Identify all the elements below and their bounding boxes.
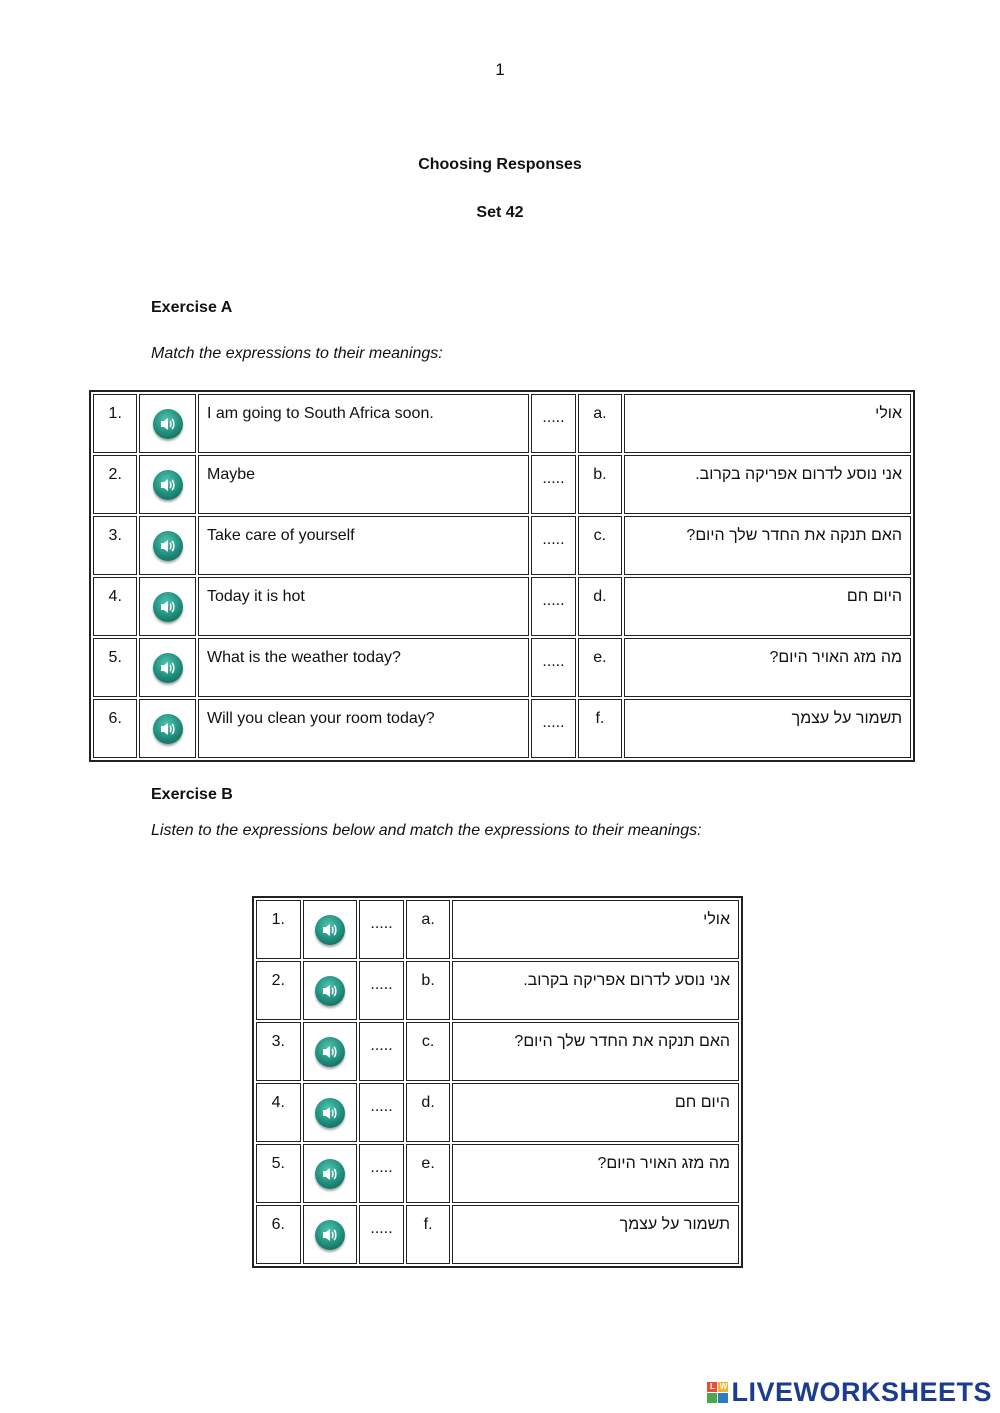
table-row bbox=[256, 961, 739, 1020]
option-letter: f. bbox=[578, 699, 622, 758]
speaker-icon[interactable] bbox=[153, 592, 183, 622]
answer-blank[interactable]: ..... bbox=[531, 699, 575, 758]
option-letter: a. bbox=[578, 394, 622, 453]
exercise-b-heading: Exercise B bbox=[151, 786, 233, 803]
option-letter: e. bbox=[578, 638, 622, 697]
speaker-icon[interactable] bbox=[153, 714, 183, 744]
speaker-icon[interactable] bbox=[315, 1220, 345, 1250]
hebrew-meaning: אולי bbox=[624, 394, 911, 453]
row-number: 1. bbox=[256, 900, 301, 959]
answer-blank[interactable]: ..... bbox=[359, 1083, 404, 1142]
row-number: 4. bbox=[256, 1083, 301, 1142]
exercise-b-instruction: Listen to the expressions below and match the expressions to their meanings: bbox=[151, 822, 702, 839]
hebrew-meaning: תשמור על עצמך bbox=[452, 1205, 739, 1264]
table-row bbox=[93, 699, 911, 758]
audio-cell bbox=[139, 699, 196, 758]
speaker-icon[interactable] bbox=[153, 531, 183, 561]
hebrew-meaning: היום חם bbox=[624, 577, 911, 636]
audio-cell bbox=[303, 1144, 358, 1203]
audio-cell bbox=[139, 577, 196, 636]
audio-cell bbox=[139, 455, 196, 514]
row-number: 4. bbox=[93, 577, 137, 636]
speaker-icon[interactable] bbox=[315, 1037, 345, 1067]
audio-cell bbox=[139, 516, 196, 575]
audio-cell bbox=[303, 1022, 358, 1081]
audio-cell bbox=[303, 1205, 358, 1264]
english-expression: What is the weather today? bbox=[198, 638, 529, 697]
row-number: 6. bbox=[93, 699, 137, 758]
exercise-b-table bbox=[252, 896, 743, 1268]
option-letter: c. bbox=[578, 516, 622, 575]
speaker-icon[interactable] bbox=[153, 409, 183, 439]
row-number: 5. bbox=[256, 1144, 301, 1203]
speaker-icon[interactable] bbox=[315, 1098, 345, 1128]
english-expression: I am going to South Africa soon. bbox=[198, 394, 529, 453]
hebrew-meaning: אני נוסע לדרום אפריקה בקרוב. bbox=[452, 961, 739, 1020]
speaker-icon[interactable] bbox=[153, 470, 183, 500]
answer-blank[interactable]: ..... bbox=[359, 1205, 404, 1264]
answer-blank[interactable]: ..... bbox=[531, 455, 575, 514]
table-row bbox=[256, 1205, 739, 1264]
page-title: Choosing Responses bbox=[418, 156, 582, 173]
table-row bbox=[93, 516, 911, 575]
exercise-a-instruction: Match the expressions to their meanings: bbox=[151, 345, 443, 362]
audio-cell bbox=[139, 394, 196, 453]
hebrew-meaning: תשמור על עצמך bbox=[624, 699, 911, 758]
row-number: 5. bbox=[93, 638, 137, 697]
answer-blank[interactable]: ..... bbox=[359, 961, 404, 1020]
row-number: 2. bbox=[93, 455, 137, 514]
row-number: 6. bbox=[256, 1205, 301, 1264]
speaker-icon[interactable] bbox=[315, 915, 345, 945]
option-letter: c. bbox=[406, 1022, 451, 1081]
option-letter: f. bbox=[406, 1205, 451, 1264]
table-row bbox=[93, 577, 911, 636]
answer-blank[interactable]: ..... bbox=[531, 394, 575, 453]
audio-cell bbox=[303, 900, 358, 959]
answer-blank[interactable]: ..... bbox=[359, 1022, 404, 1081]
logo-text: LIVEWORKSHEETS bbox=[731, 1376, 992, 1407]
audio-cell bbox=[303, 961, 358, 1020]
table-row bbox=[93, 455, 911, 514]
english-expression: Today it is hot bbox=[198, 577, 529, 636]
hebrew-meaning: האם תנקה את החדר שלך היום? bbox=[624, 516, 911, 575]
answer-blank[interactable]: ..... bbox=[359, 1144, 404, 1203]
option-letter: b. bbox=[406, 961, 451, 1020]
answer-blank[interactable]: ..... bbox=[531, 577, 575, 636]
hebrew-meaning: אני נוסע לדרום אפריקה בקרוב. bbox=[624, 455, 911, 514]
hebrew-meaning: היום חם bbox=[452, 1083, 739, 1142]
table-row bbox=[93, 394, 911, 453]
answer-blank[interactable]: ..... bbox=[531, 516, 575, 575]
liveworksheets-logo bbox=[707, 1377, 992, 1407]
hebrew-meaning: אולי bbox=[452, 900, 739, 959]
table-row bbox=[256, 900, 739, 959]
table-row bbox=[93, 638, 911, 697]
page-number: 1 bbox=[495, 60, 505, 79]
table-row bbox=[256, 1083, 739, 1142]
exercise-a-heading: Exercise A bbox=[151, 299, 233, 316]
option-letter: d. bbox=[578, 577, 622, 636]
row-number: 1. bbox=[93, 394, 137, 453]
audio-cell bbox=[303, 1083, 358, 1142]
table-row bbox=[256, 1144, 739, 1203]
english-expression: Take care of yourself bbox=[198, 516, 529, 575]
option-letter: a. bbox=[406, 900, 451, 959]
speaker-icon[interactable] bbox=[153, 653, 183, 683]
hebrew-meaning: מה מזג האויר היום? bbox=[624, 638, 911, 697]
answer-blank[interactable]: ..... bbox=[359, 900, 404, 959]
answer-blank[interactable]: ..... bbox=[531, 638, 575, 697]
exercise-a-table bbox=[89, 390, 915, 762]
row-number: 2. bbox=[256, 961, 301, 1020]
speaker-icon[interactable] bbox=[315, 976, 345, 1006]
option-letter: d. bbox=[406, 1083, 451, 1142]
option-letter: e. bbox=[406, 1144, 451, 1203]
logo-mark-icon: L W bbox=[707, 1382, 728, 1403]
row-number: 3. bbox=[93, 516, 137, 575]
set-label: Set 42 bbox=[476, 204, 524, 221]
english-expression: Maybe bbox=[198, 455, 529, 514]
option-letter: b. bbox=[578, 455, 622, 514]
table-row bbox=[256, 1022, 739, 1081]
audio-cell bbox=[139, 638, 196, 697]
english-expression: Will you clean your room today? bbox=[198, 699, 529, 758]
hebrew-meaning: האם תנקה את החדר שלך היום? bbox=[452, 1022, 739, 1081]
row-number: 3. bbox=[256, 1022, 301, 1081]
hebrew-meaning: מה מזג האויר היום? bbox=[452, 1144, 739, 1203]
speaker-icon[interactable] bbox=[315, 1159, 345, 1189]
